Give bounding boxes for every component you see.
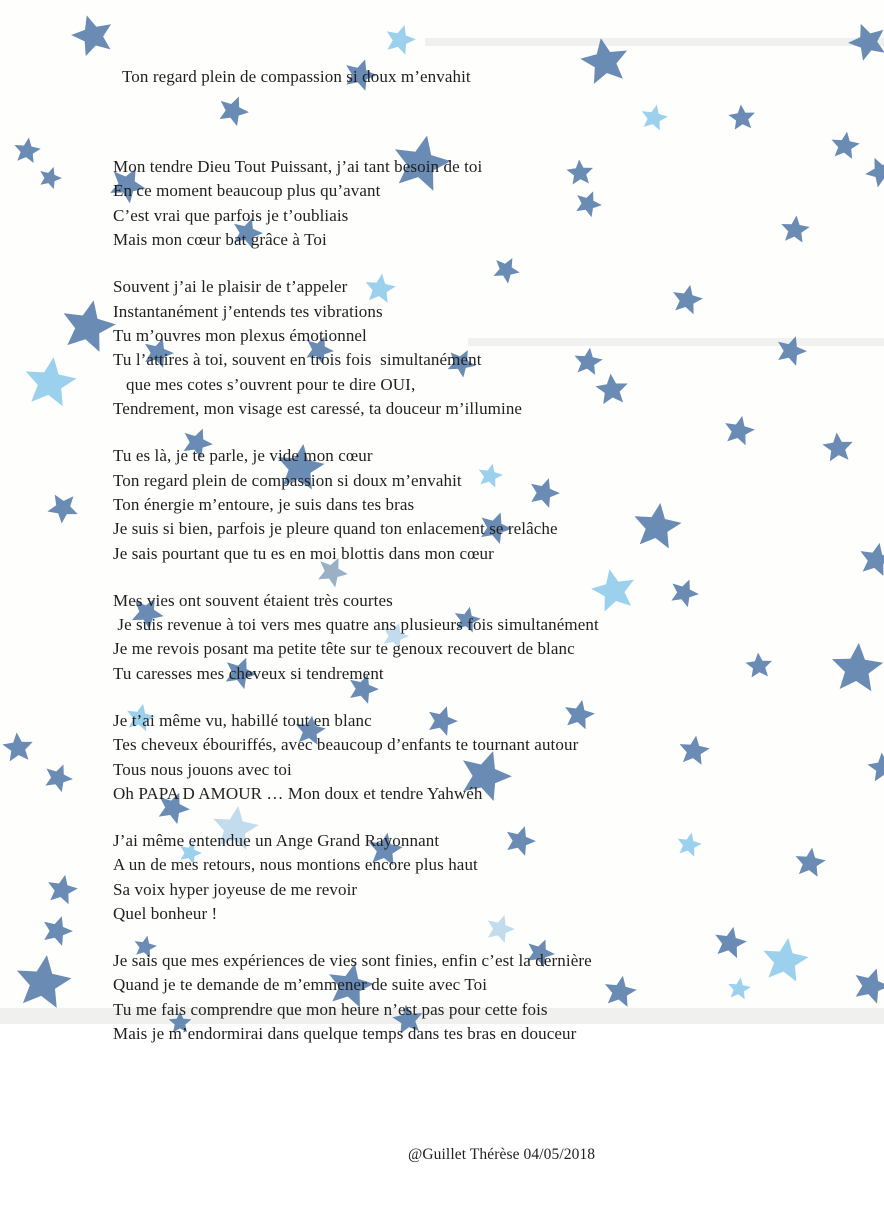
star-icon (829, 130, 861, 160)
poem-line: Mais mon cœur bat grâce à Toi (113, 230, 327, 250)
poem-line: Mais je m’endormirai dans quelque temps dans tes bras en douceur (113, 1024, 577, 1044)
poem-line: Tous nous jouons avec toi (113, 759, 292, 779)
poem-line: Je sais que mes expériences de vies sont finies, enfin c’est la dernière (113, 951, 592, 970)
star-icon (745, 652, 773, 678)
star-icon (856, 539, 884, 577)
poem-line: Ton énergie m’entoure, je suis dans tes bras (113, 494, 415, 514)
star-icon (46, 494, 79, 525)
poem-line: Tu l’attires à toi, souvent en trois fois simultanément (113, 350, 482, 370)
poem-line: Tendrement, mon visage est caressé, ta douceur m’illumine (113, 399, 523, 419)
star-icon (861, 152, 884, 190)
poem-stanza (113, 275, 599, 421)
poem-line: Tes cheveux ébouriffés, avec beaucoup d’enfants te tournant autour (113, 735, 579, 755)
star-icon (821, 431, 854, 462)
poem-line: Souvent j’ai le plaisir de t’appeler (113, 277, 348, 297)
poem-line: A un de mes retours, nous montions encore plus haut (113, 855, 478, 875)
star-icon (13, 951, 75, 1009)
star-icon (22, 353, 79, 407)
poem-line: En ce moment beaucoup plus qu’avant (113, 181, 381, 201)
poem-text (113, 16, 599, 1216)
poem-line: Je suis si bien, parfois je pleure quand ton enlacement se relâche (113, 519, 558, 539)
poem-line: Mes vies ont souvent étaient très courtes (113, 590, 393, 610)
poem-line: Instantanément j’entends tes vibrations (113, 301, 383, 321)
star-icon (830, 641, 884, 692)
star-icon (677, 734, 711, 766)
star-icon (793, 846, 827, 878)
poem-line: Je me revois posant ma petite tête sur te genoux recouvert de blanc (113, 639, 575, 659)
star-icon (639, 102, 670, 132)
poem-line: Quel bonheur ! (113, 904, 218, 924)
star-icon (39, 912, 77, 948)
star-icon (666, 574, 702, 609)
poem-stanza (113, 949, 599, 1047)
poem-line: C’est vrai que parfois je t’oubliais (113, 205, 349, 225)
poem-line: Je sais pourtant que tu es en moi blottis dans mon cœur (113, 543, 494, 563)
star-icon (66, 13, 119, 64)
poem-line: Tu m’ouvres mon plexus émotionnel (113, 325, 367, 345)
star-icon (760, 935, 811, 983)
star-icon (45, 872, 81, 906)
star-icon (711, 924, 749, 960)
poem-line: Je t’ai même vu, habillé tout en blanc (113, 710, 372, 730)
poem-line: Tu caresses mes cheveux si tendrement (113, 663, 384, 683)
star-icon (722, 413, 758, 447)
poem-stanza (113, 829, 599, 927)
poem-line: Tu me fais comprendre que mon heure n’est pas pour cette fois (113, 999, 548, 1019)
poem-title: Ton regard plein de compassion si doux m’envahit (122, 66, 471, 86)
poem-line: Ton regard plein de compassion si doux m’envahit (113, 470, 462, 490)
poem-stanza (113, 589, 599, 687)
star-icon (670, 282, 706, 316)
poem-line: Quand je te demande de m’emmener de suite avec Toi (113, 975, 488, 995)
star-icon (773, 332, 811, 368)
star-icon (631, 500, 684, 550)
star-icon (57, 295, 119, 354)
poem-line: que mes cotes s’ouvrent pour te dire OUI, (113, 374, 416, 394)
star-icon (12, 136, 42, 164)
star-icon (675, 830, 704, 857)
poem-line: J’ai même entendue un Ange Grand Rayonnant (113, 830, 440, 850)
poem-footer-signature: @Guillet Thérèse 04/05/2018 (408, 1145, 596, 1163)
poem-line: Sa voix hyper joyeuse de me revoir (113, 879, 358, 899)
star-icon (40, 759, 76, 794)
star-icon (780, 214, 811, 243)
poem-line: Tu es là, je te parle, je vide mon cœur (113, 446, 373, 466)
star-icon (594, 372, 629, 405)
star-icon (1, 731, 34, 762)
star-icon (728, 103, 757, 130)
star-icon (726, 976, 752, 1000)
poem-line: Mon tendre Dieu Tout Puissant, j’ai tant besoin de toi (113, 157, 483, 177)
poem-line: Je suis revenue à toi vers mes quatre ans plusieurs fois simultanément (113, 615, 599, 635)
star-icon (602, 973, 639, 1008)
star-icon (866, 751, 884, 782)
star-icon (849, 963, 884, 1006)
star-icon (36, 163, 64, 190)
star-icon (845, 22, 884, 66)
poem-stanza (113, 709, 599, 807)
poem-stanza (113, 444, 599, 566)
poem-stanzas (113, 155, 599, 1047)
poem-stanza (113, 155, 599, 253)
poem-line: Oh PAPA D AMOUR … Mon doux et tendre Yahwéh (113, 783, 483, 803)
